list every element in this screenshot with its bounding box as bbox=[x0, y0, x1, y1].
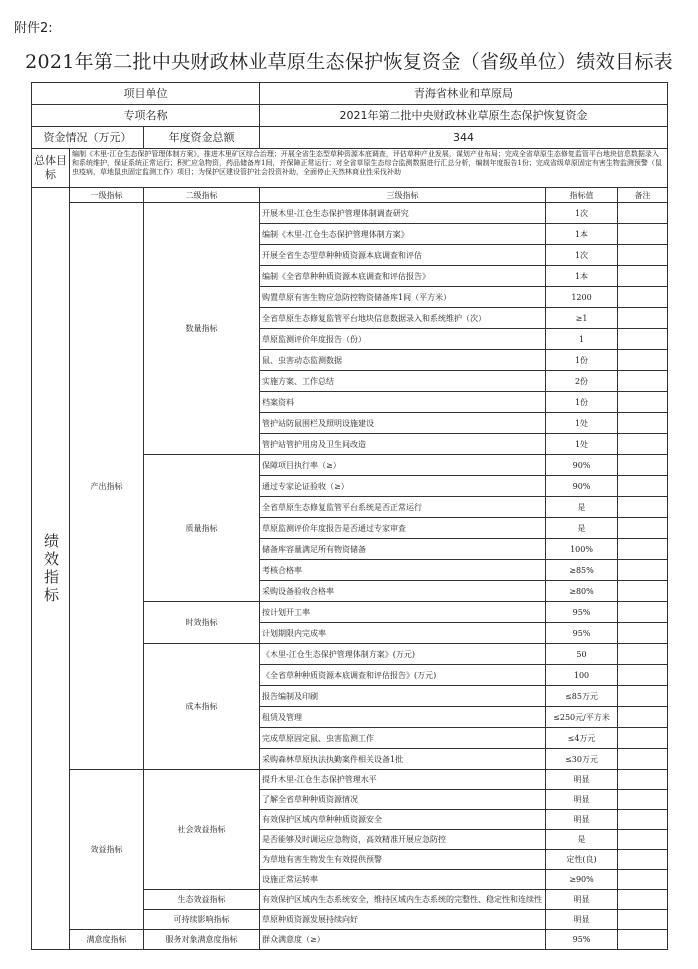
indicator-note bbox=[618, 790, 668, 810]
indicator-value: ≥90% bbox=[546, 870, 618, 890]
indicator-value: ≤250元/平方米 bbox=[546, 707, 618, 728]
indicator-note bbox=[618, 455, 668, 476]
indicator-value: 1处 bbox=[546, 413, 618, 434]
indicator-note bbox=[618, 476, 668, 497]
indicator-note bbox=[618, 623, 668, 644]
indicator-name: 考核合格率 bbox=[260, 560, 546, 581]
indicator-note bbox=[618, 329, 668, 350]
indicator-value: 90% bbox=[546, 476, 618, 497]
level2-cost: 成本指标 bbox=[144, 644, 260, 770]
indicator-name: 草原监测评价年度报告是否通过专家审查 bbox=[260, 518, 546, 539]
indicator-note bbox=[618, 518, 668, 539]
indicator-value: 1次 bbox=[546, 203, 618, 224]
annual-total-value: 344 bbox=[260, 127, 668, 149]
indicator-value: 1本 bbox=[546, 224, 618, 245]
indicator-name: 编制《木里-江仓生态保护管理体制方案》 bbox=[260, 224, 546, 245]
indicator-row bbox=[32, 203, 668, 224]
indicator-name: 储备库容量满足所有物资储备 bbox=[260, 539, 546, 560]
indicator-name: 为草地有害生物发生有效提供预警 bbox=[260, 850, 546, 870]
indicator-note bbox=[618, 392, 668, 413]
indicator-name: 提升木里-江仓生态保护管理水平 bbox=[260, 770, 546, 790]
indicator-name: 了解全省草种种质资源情况 bbox=[260, 790, 546, 810]
indicator-note bbox=[618, 810, 668, 830]
indicator-name: 《全省草种种质资源本底调查和评估报告》(万元) bbox=[260, 665, 546, 686]
indicator-value: 是 bbox=[546, 497, 618, 518]
indicator-name: 鼠、虫害动态监测数据 bbox=[260, 350, 546, 371]
indicator-value: 1次 bbox=[546, 245, 618, 266]
indicator-row bbox=[32, 770, 668, 790]
indicator-name: 全省草原生态修复监管平台系统是否正常运行 bbox=[260, 497, 546, 518]
indicator-note bbox=[618, 707, 668, 728]
project-name-label: 专项名称 bbox=[32, 105, 260, 127]
indicator-value: 1份 bbox=[546, 392, 618, 413]
indicator-row bbox=[32, 930, 668, 950]
annual-total-label: 年度资金总额 bbox=[144, 127, 260, 149]
indicator-note bbox=[618, 560, 668, 581]
col-note-header: 备注 bbox=[618, 188, 668, 203]
indicator-note bbox=[618, 497, 668, 518]
goal-label: 总体目标 bbox=[32, 149, 70, 188]
indicator-value: 是 bbox=[546, 518, 618, 539]
indicator-name: 草原监测评价年度报告（份） bbox=[260, 329, 546, 350]
indicator-note bbox=[618, 308, 668, 329]
indicator-note bbox=[618, 266, 668, 287]
indicator-note bbox=[618, 245, 668, 266]
indicator-name: 有效保护区域内草种种质资源安全 bbox=[260, 810, 546, 830]
indicator-value: 定性(良) bbox=[546, 850, 618, 870]
indicator-name: 采购森林草原执法执勤案件相关设备1批 bbox=[260, 749, 546, 770]
indicator-note bbox=[618, 203, 668, 224]
indicator-note bbox=[618, 413, 668, 434]
indicator-name: 完成草原固定鼠、虫害监测工作 bbox=[260, 728, 546, 749]
indicator-name: 草原种质资源发展持续向好 bbox=[260, 910, 546, 930]
indicator-name: 档案资料 bbox=[260, 392, 546, 413]
indicator-name: 编制《全省草种种质资源本底调查和评估报告》 bbox=[260, 266, 546, 287]
indicator-name: 《木里-江仓生态保护管理体制方案》(万元) bbox=[260, 644, 546, 665]
indicator-value: 1本 bbox=[546, 266, 618, 287]
indicator-value: 95% bbox=[546, 602, 618, 623]
level2-ecological: 生态效益指标 bbox=[144, 890, 260, 910]
indicator-note bbox=[618, 434, 668, 455]
page-title: 2021年第二批中央财政林业草原生态保护恢复资金（省级单位）绩效目标表 bbox=[25, 51, 673, 73]
level2-quantity: 数量指标 bbox=[144, 203, 260, 455]
indicator-value: 95% bbox=[546, 930, 618, 950]
indicator-note bbox=[618, 728, 668, 749]
indicator-value: 100% bbox=[546, 539, 618, 560]
indicator-name: 全省草原生态修复监管平台地块信息数据录入和系统维护（次） bbox=[260, 308, 546, 329]
indicator-note bbox=[618, 581, 668, 602]
indicator-name: 开展全省生态型草种种质资源本底调查和评估 bbox=[260, 245, 546, 266]
indicator-name: 保障项目执行率（≥） bbox=[260, 455, 546, 476]
indicator-name: 报告编制及印刷 bbox=[260, 686, 546, 707]
indicator-note bbox=[618, 870, 668, 890]
indicator-value: 明显 bbox=[546, 910, 618, 930]
indicator-name: 实施方案、工作总结 bbox=[260, 371, 546, 392]
indicator-value: 明显 bbox=[546, 770, 618, 790]
indicator-value: ≤30万元 bbox=[546, 749, 618, 770]
performance-indicators-label: 绩效指标 bbox=[32, 188, 70, 950]
col-level1-header: 一级指标 bbox=[70, 188, 144, 203]
indicator-name: 是否能够及时调运应急物资，高效精准开展应急防控 bbox=[260, 830, 546, 850]
indicator-value: ≤4万元 bbox=[546, 728, 618, 749]
indicator-note bbox=[618, 850, 668, 870]
indicator-note bbox=[618, 644, 668, 665]
indicator-name: 开展木里-江仓生态保护管理体制调查研究 bbox=[260, 203, 546, 224]
indicator-note bbox=[618, 350, 668, 371]
indicator-note bbox=[618, 749, 668, 770]
level1-benefit: 效益指标 bbox=[70, 770, 144, 930]
funding-label: 资金情况（万元） bbox=[32, 127, 144, 149]
col-level2-header: 二级指标 bbox=[144, 188, 260, 203]
indicator-note bbox=[618, 770, 668, 790]
level1-output: 产出指标 bbox=[70, 203, 144, 770]
project-name-value: 2021年第二批中央财政林业草原生态保护恢复资金 bbox=[260, 105, 668, 127]
indicator-note bbox=[618, 539, 668, 560]
indicator-value: ≥1 bbox=[546, 308, 618, 329]
indicator-value: 1份 bbox=[546, 350, 618, 371]
level2-timeliness: 时效指标 bbox=[144, 602, 260, 644]
indicator-note bbox=[618, 665, 668, 686]
indicator-note bbox=[618, 224, 668, 245]
level2-sustainable: 可持续影响指标 bbox=[144, 910, 260, 930]
indicator-note bbox=[618, 686, 668, 707]
indicator-note bbox=[618, 287, 668, 308]
indicator-value: ≥85% bbox=[546, 560, 618, 581]
level2-social: 社会效益指标 bbox=[144, 770, 260, 890]
indicator-name: 群众满意度（≥） bbox=[260, 930, 546, 950]
indicator-value: 明显 bbox=[546, 810, 618, 830]
indicator-value: 1200 bbox=[546, 287, 618, 308]
indicator-name: 计划期限内完成率 bbox=[260, 623, 546, 644]
indicator-note bbox=[618, 371, 668, 392]
indicator-note bbox=[618, 830, 668, 850]
indicator-value: 1处 bbox=[546, 434, 618, 455]
indicator-note bbox=[618, 602, 668, 623]
indicator-name: 采购设备验收合格率 bbox=[260, 581, 546, 602]
indicator-name: 通过专家论证验收（≥） bbox=[260, 476, 546, 497]
indicator-name: 管护站管护用房及卫生间改造 bbox=[260, 434, 546, 455]
indicator-value: 明显 bbox=[546, 890, 618, 910]
indicator-name: 管护站防鼠围栏及照明设施建设 bbox=[260, 413, 546, 434]
indicator-value: 1 bbox=[546, 329, 618, 350]
project-unit-value: 青海省林业和草原局 bbox=[260, 83, 668, 105]
indicator-value: ≤85万元 bbox=[546, 686, 618, 707]
goal-text: 编制《木里-江仓生态保护管理体制方案》，推进木里矿区综合治理；开展全省生态型草种资源本底调查，评估草种产业发展，谋划产业布局；完成全省草原生态修复监管平台地块信息数据录入和系统维护，保证系统正常运行；积贮应急物资，药品储备库1间，并保障正常运行；对全省草原生态综合监测数据进行汇总分析，编制年度报告1份；完成省级草原固定有害生物监测预警（鼠虫疫病，草地鼠虫固定监测工作）项目；为保护区建设管护社会投资补助，全面停止天然林商业性采伐补助 bbox=[70, 149, 668, 188]
performance-table bbox=[31, 82, 668, 950]
attachment-label: 附件2: bbox=[14, 21, 53, 36]
indicator-value: 2份 bbox=[546, 371, 618, 392]
indicator-value: 95% bbox=[546, 623, 618, 644]
indicator-name: 按计划开工率 bbox=[260, 602, 546, 623]
level1-satisfaction: 满意度指标 bbox=[70, 930, 144, 950]
indicator-name: 购置草原有害生物应急防控物资储备库1间（平方米） bbox=[260, 287, 546, 308]
col-level3-header: 三级指标 bbox=[260, 188, 546, 203]
indicator-name: 设施正常运转率 bbox=[260, 870, 546, 890]
indicator-note bbox=[618, 890, 668, 910]
level2-service: 服务对象满意度指标 bbox=[144, 930, 260, 950]
indicator-value: 100 bbox=[546, 665, 618, 686]
indicator-value: 50 bbox=[546, 644, 618, 665]
project-unit-label: 项目单位 bbox=[32, 83, 260, 105]
indicator-note bbox=[618, 910, 668, 930]
indicator-value: ≥80% bbox=[546, 581, 618, 602]
indicator-value: 90% bbox=[546, 455, 618, 476]
indicator-name: 租赁及管理 bbox=[260, 707, 546, 728]
indicator-value: 明显 bbox=[546, 790, 618, 810]
level2-quality: 质量指标 bbox=[144, 455, 260, 602]
indicator-note bbox=[618, 930, 668, 950]
indicator-value: 是 bbox=[546, 830, 618, 850]
indicator-name: 有效保护区域内生态系统安全，维持区域内生态系统的完整性、稳定性和连续性 bbox=[260, 890, 546, 910]
col-value-header: 指标值 bbox=[546, 188, 618, 203]
